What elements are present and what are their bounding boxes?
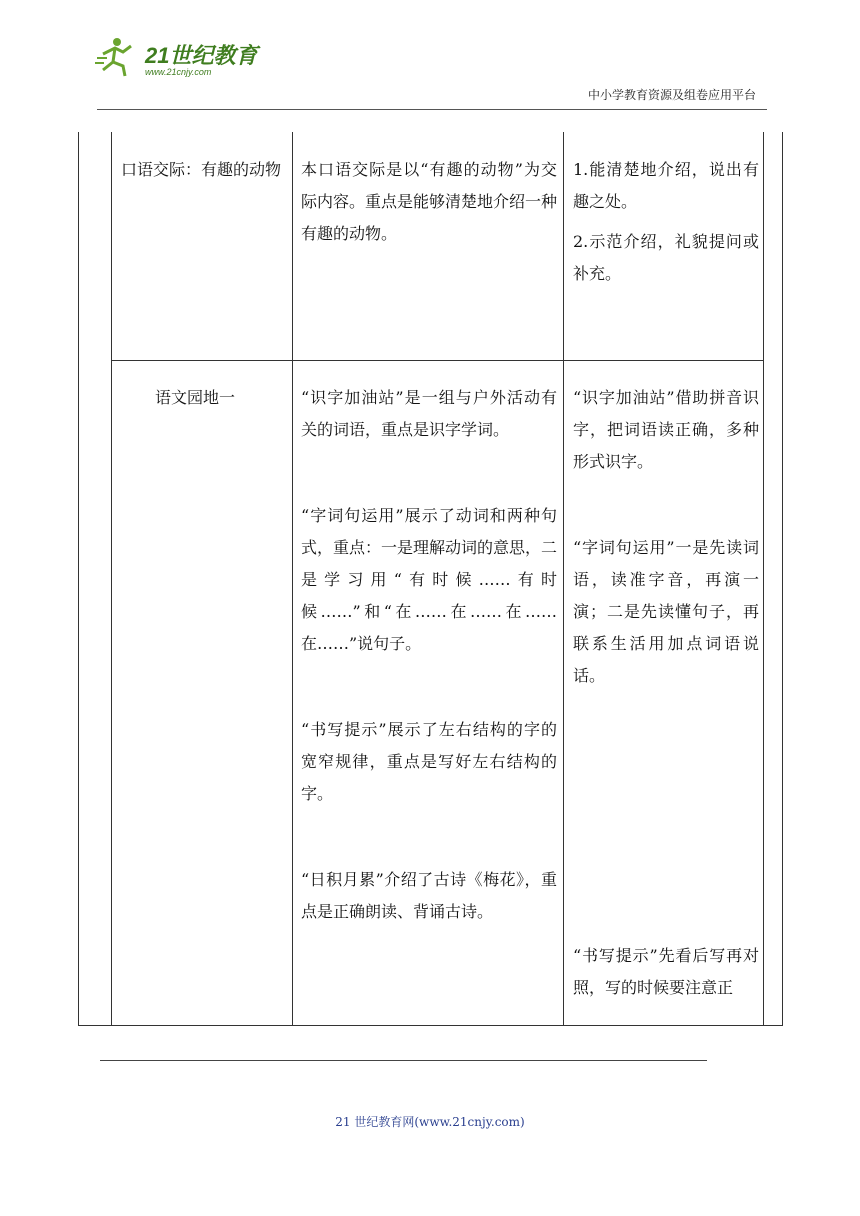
- site-logo: [95, 36, 265, 80]
- row2-content-para: “识字加油站”是一组与户外活动有关的词语，重点是识字学词。: [301, 388, 557, 439]
- row2-method-para: “书写提示”先看后写再对照，写的时候要注意正: [573, 946, 759, 997]
- row2-method-para: “字词句运用”一是先读词语，读准字音，再演一演；二是先读懂句子，再联系生活用加点词语说话。: [573, 538, 759, 685]
- runner-logo-icon: [95, 36, 265, 80]
- platform-label: 中小学教育资源及组卷应用平台: [587, 88, 756, 102]
- row2-topic: 语文园地一: [155, 388, 236, 407]
- row1-method-para: 2.示范介绍，礼貌提问或补充。: [573, 232, 759, 283]
- row1-method-para: 1.能清楚地介绍，说出有趣之处。: [573, 160, 759, 211]
- row2-method-para: “识字加油站”借助拼音识字，把词语读正确，多种形式识字。: [573, 388, 759, 471]
- table-vline: [292, 132, 293, 1025]
- logo-text: 21世纪教育: [145, 43, 258, 68]
- table-vline: [111, 132, 112, 1025]
- row1-topic: 口语交际：有趣的动物: [121, 160, 282, 179]
- row2-content: [301, 382, 557, 928]
- footer-divider: [100, 1060, 707, 1061]
- row2-content-para: “日积月累”介绍了古诗《梅花》，重点是正确朗读、背诵古诗。: [301, 870, 557, 921]
- row2-content-para: “书写提示”展示了左右结构的字的宽窄规律，重点是写好左右结构的字。: [301, 720, 557, 803]
- table-vline: [763, 132, 764, 1025]
- row2-content-para: “字词句运用”展示了动词和两种句式，重点：一是理解动词的意思，二是学习用“有时候……有时候……”和“在……在……在……在……”说句子。: [301, 506, 558, 653]
- header-divider: [97, 109, 767, 110]
- logo-url-text: www.21cnjy.com: [145, 67, 212, 77]
- row1-content: [301, 154, 557, 250]
- row2-method: [573, 382, 759, 1004]
- footer-text: 21 世纪教育网(www.21cnjy.com): [335, 1115, 525, 1129]
- table-vline: [563, 132, 564, 1025]
- row1-content-para: 本口语交际是以“有趣的动物”为交际内容。重点是能够清楚地介绍一种有趣的动物。: [301, 160, 558, 243]
- table-row-divider: [111, 360, 764, 361]
- row1-method: [573, 154, 759, 290]
- lesson-table: [78, 132, 783, 1026]
